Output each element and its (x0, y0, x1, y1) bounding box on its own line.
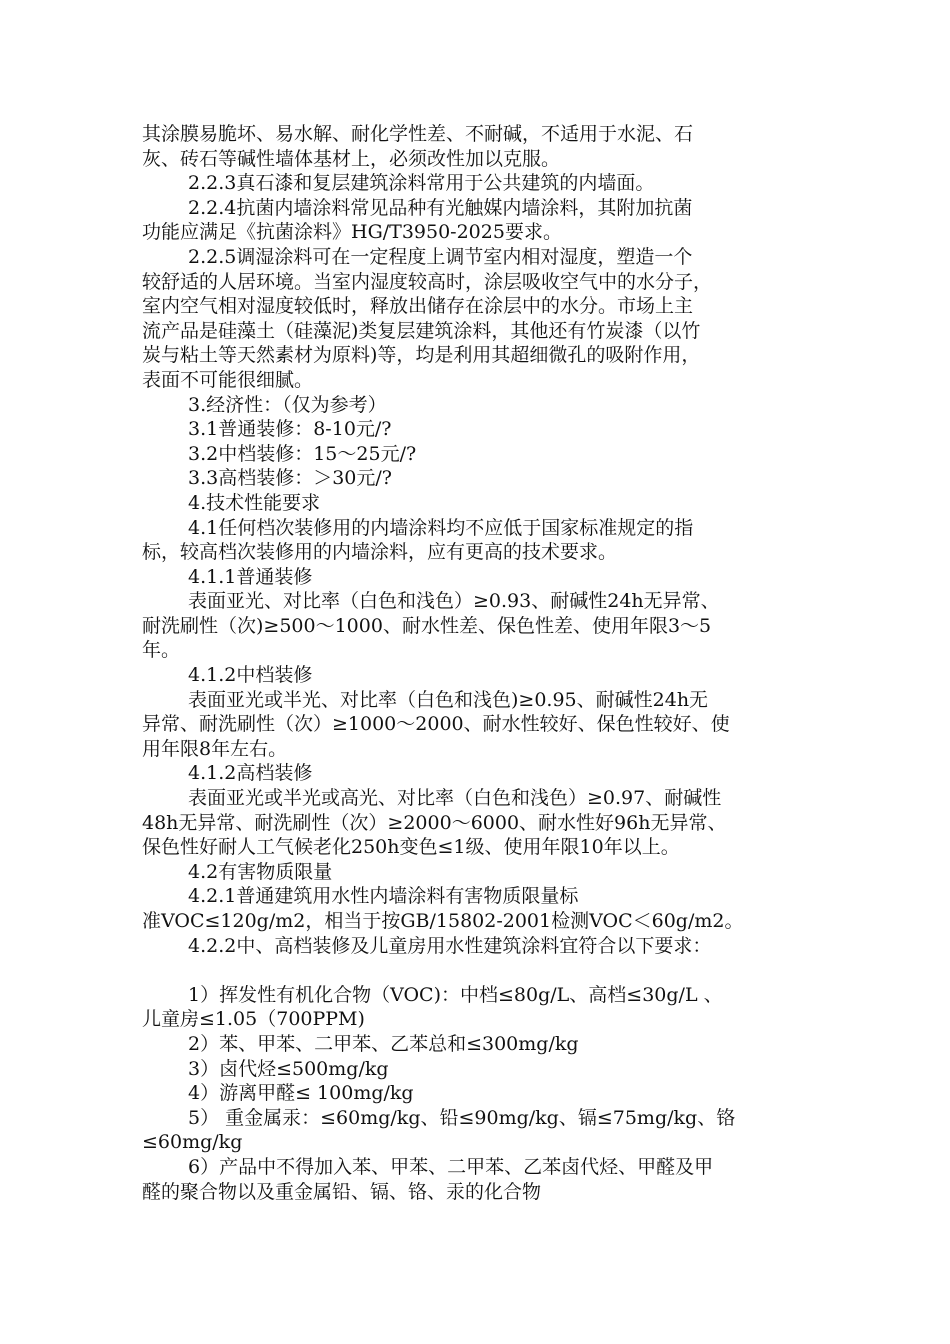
text-line: 3.经济性：（仅为参考） (188, 393, 387, 416)
text-line: 4.2有害物质限量 (188, 860, 333, 883)
text-line: 灰、砖石等碱性墙体基材上，必须改性加以克服。 (142, 147, 561, 170)
text-line: 4.1任何档次装修用的内墙涂料均不应低于国家标准规定的指 (188, 516, 694, 539)
text-line: 流产品是硅藻土（硅藻泥)类复层建筑涂料，其他还有竹炭漆（以竹 (142, 319, 701, 342)
text-line: 年。 (142, 639, 181, 662)
text-line: 保色性好耐人工气候老化250h变色≤1级、使用年限10年以上。 (142, 836, 680, 859)
text-line: 标，较高档次装修用的内墙涂料，应有更高的技术要求。 (142, 541, 618, 564)
text-line: 功能应满足《抗菌涂料》HG/T3950-2025要求。 (142, 221, 562, 244)
text-line: 准VOC≤120g/m2，相当于按GB/15802-2001检测VOC＜60g/m2。 (142, 910, 744, 932)
text-line: 6）产品中不得加入苯、甲苯、二甲苯、乙苯卤代烃、甲醛及甲 (188, 1155, 714, 1178)
text-line: 5） 重金属汞：≤60mg/kg、铅≤90mg/kg、镉≤75mg/kg、铬 (188, 1106, 736, 1129)
text-line: 4.1.2中档装修 (188, 664, 313, 687)
text-line: 4.1.1普通装修 (188, 565, 313, 588)
text-line: 4.2.2中、高档装修及儿童房用水性建筑涂料宜符合以下要求： (188, 934, 712, 957)
text-line: 2.2.3真石漆和复层建筑涂料常用于公共建筑的内墙面。 (188, 172, 655, 195)
text-line: 3）卤代烃≤500mg/kg (188, 1057, 389, 1080)
text-line: 3.2中档装修：15～25元/? (188, 442, 417, 465)
text-line: 表面亚光或半光或高光、对比率（白色和浅色）≥0.97、耐碱性 (188, 787, 722, 810)
text-line: 4.1.2高档装修 (188, 762, 313, 785)
text-line: 表面亚光或半光、对比率（白色和浅色)≥0.95、耐碱性24h无 (188, 688, 709, 711)
text-line: 4）游离甲醛≤ 100mg/kg (188, 1082, 414, 1105)
text-line: 室内空气相对湿度较低时，释放出储存在涂层中的水分。市场上主 (142, 295, 694, 318)
blank-line (142, 958, 808, 983)
text-line: 异常、耐洗刷性（次）≥1000～2000、耐水性较好、保色性较好、使 (142, 713, 730, 736)
text-line: 1）挥发性有机化合物（VOC)：中档≤80g/L、高档≤30g/L 、 (188, 983, 723, 1006)
text-line: 炭与粘土等天然素材为原料)等，均是利用其超细微孔的吸附作用， (142, 344, 701, 367)
text-line: 2）苯、甲苯、二甲苯、乙苯总和≤300mg/kg (188, 1032, 579, 1055)
text-line: ≤60mg/kg (142, 1131, 243, 1154)
text-line: 表面亚光、对比率（白色和浅色）≥0.93、耐碱性24h无异常、 (188, 590, 720, 613)
text-line: 3.1普通装修：8-10元/? (188, 418, 392, 441)
text-line: 醛的聚合物以及重金属铅、镉、铬、汞的化合物 (142, 1180, 542, 1203)
text-line: 4.2.1普通建筑用水性内墙涂料有害物质限量标 (188, 885, 579, 908)
text-line: 较舒适的人居环境。当室内湿度较高时，涂层吸收空气中的水分子， (142, 270, 713, 293)
text-line: 其涂膜易脆坏、易水解、耐化学性差、不耐碱，不适用于水泥、石 (142, 123, 694, 145)
text-line: 表面不可能很细腻。 (142, 368, 314, 391)
text-line: 耐洗刷性（次)≥500～1000、耐水性差、保色性差、使用年限3～5 (142, 614, 712, 637)
text-line: 48h无异常、耐洗刷性（次）≥2000～6000、耐水性好96h无异常、 (142, 811, 727, 834)
text-line: 4.技术性能要求 (188, 491, 321, 514)
text-line: 用年限8年左右。 (142, 737, 288, 760)
document-page (142, 122, 808, 1204)
text-line: 2.2.4抗菌内墙涂料常见品种有光触媒内墙涂料，其附加抗菌 (188, 196, 693, 219)
text-line: 儿童房≤1.05（700PPM) (142, 1008, 365, 1031)
text-line: 2.2.5调湿涂料可在一定程度上调节室内相对湿度，塑造一个 (188, 245, 693, 268)
text-line: 3.3高档装修：＞30元/? (188, 467, 392, 490)
